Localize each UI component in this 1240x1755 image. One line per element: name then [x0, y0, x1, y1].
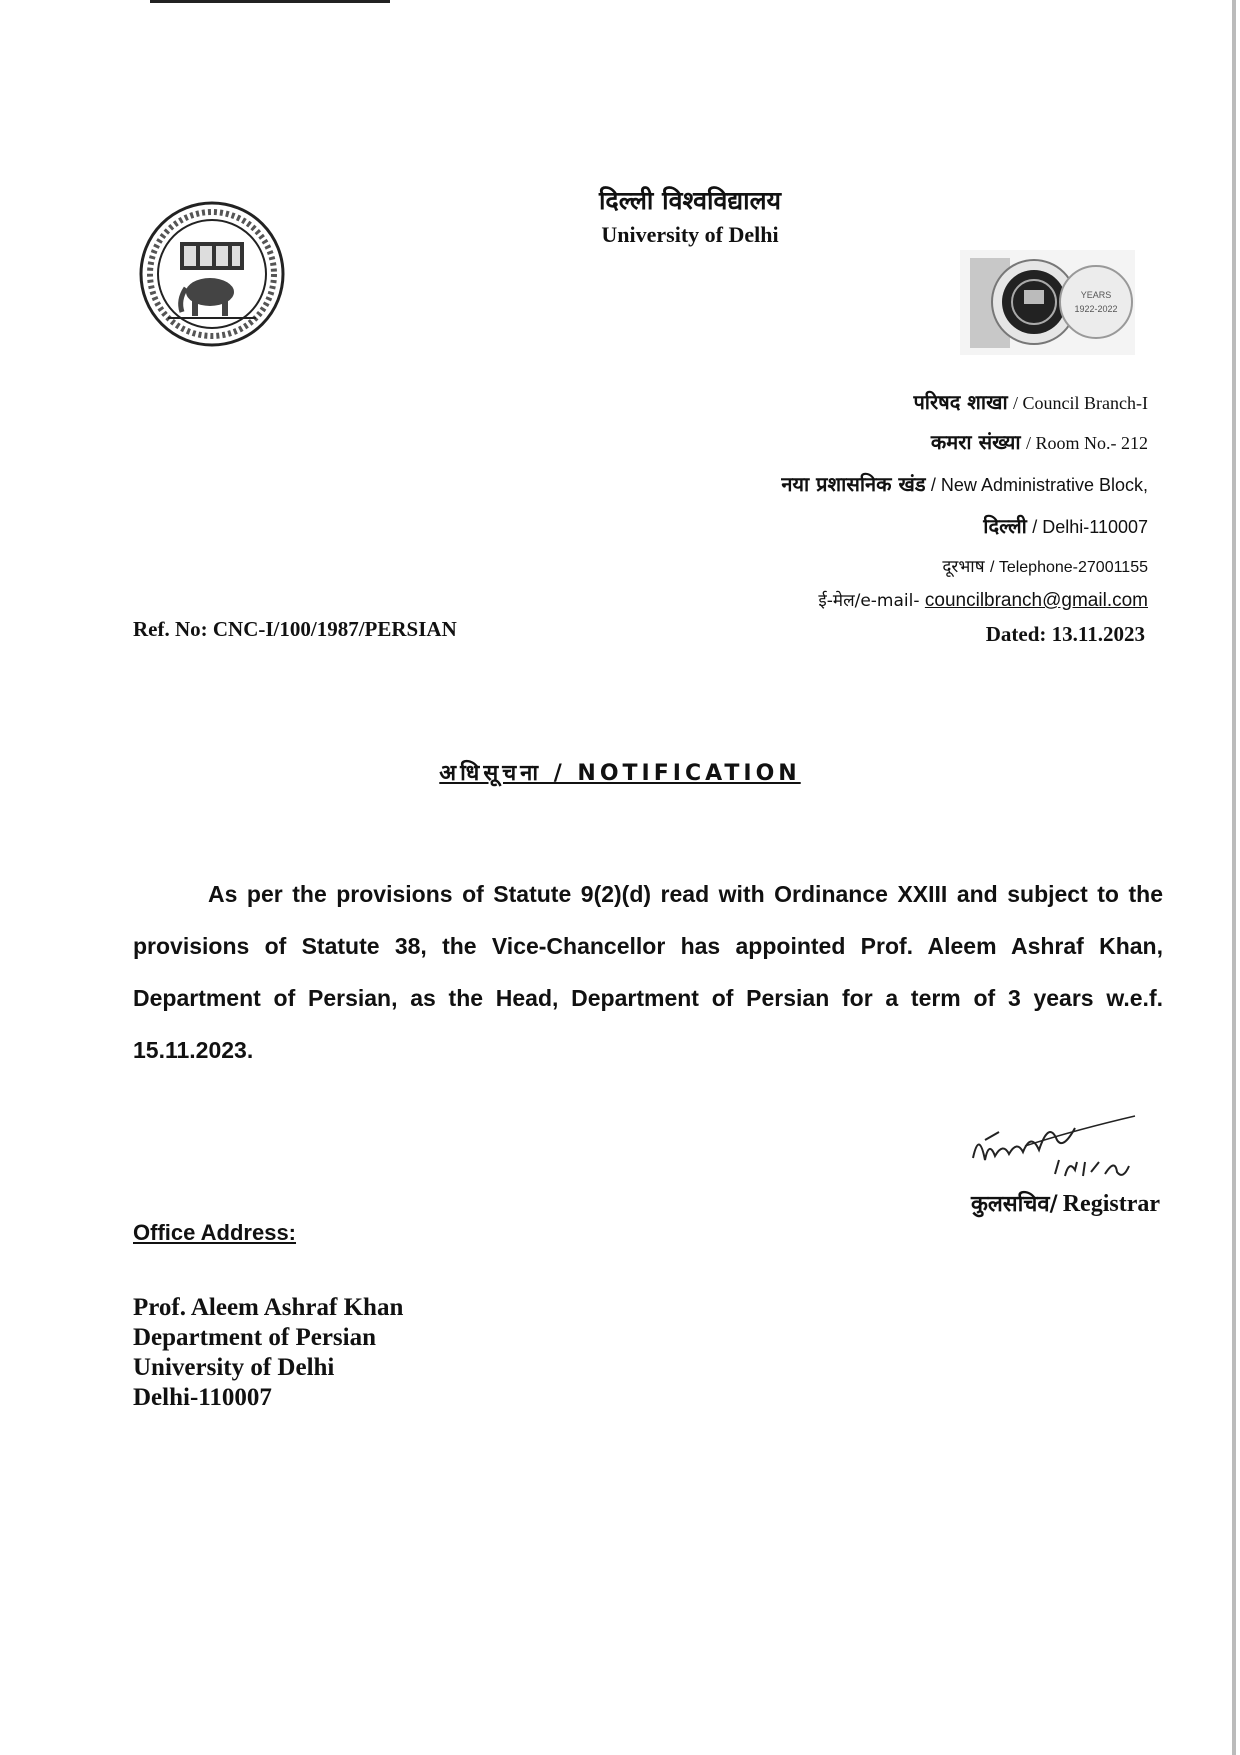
notification-body: As per the provisions of Statute 9(2)(d) read with Ordinance XXIII and subject to the provisions of Statute 38, the Vice-Chancellor has appointed Prof. Aleem Ashraf Khan, Department of Persian, as the Head, Department of Persian for a term of 3 years w.e.f. 15.11.2023.: [133, 881, 1163, 1063]
branch-hindi: परिषद शाखा: [913, 390, 1008, 414]
phone-english: / Telephone-27001155: [989, 559, 1148, 576]
room-english: / Room No.- 212: [1025, 433, 1148, 453]
office-line-name: Prof. Aleem Ashraf Khan: [133, 1294, 404, 1321]
document-date: Dated: 13.11.2023: [985, 622, 1145, 646]
city-hindi: दिल्ली: [983, 514, 1027, 538]
reference-number: Ref. No: CNC-I/100/1987/PERSIAN: [133, 617, 457, 641]
scan-edge-mark: [150, 0, 390, 3]
svg-text:YEARS: YEARS: [1080, 290, 1112, 300]
phone-hindi: दूरभाष: [942, 557, 985, 577]
branch-english: / Council Branch-I: [1013, 393, 1148, 413]
office-address-label: Office Address:: [133, 1220, 297, 1245]
address-room: [931, 428, 1148, 455]
registrar-title: [971, 1188, 1160, 1218]
centenary-emblem-logo: [960, 250, 1135, 355]
notification-heading-wrap: [0, 757, 1240, 787]
notification-heading: अधिसूचना / NOTIFICATION: [439, 761, 801, 786]
office-line-university: University of Delhi: [133, 1354, 335, 1381]
address-email: [818, 588, 1148, 612]
address-block: [781, 470, 1148, 497]
room-hindi: कमरा संख्या: [930, 430, 1021, 454]
svg-text:1922-2022: 1922-2022: [1074, 304, 1118, 314]
address-phone: [942, 554, 1148, 577]
university-name-english: University of Delhi: [601, 222, 779, 247]
email-link[interactable]: councilbranch@gmail.com: [924, 590, 1148, 611]
office-line-department: Department of Persian: [133, 1324, 376, 1351]
registrar-signature: [965, 1110, 1165, 1190]
address-branch: [913, 388, 1148, 415]
email-label: ई-मेल/e-mail-: [818, 591, 920, 611]
registrar-english: Registrar: [1062, 1191, 1160, 1217]
office-line-city: Delhi-110007: [133, 1384, 272, 1411]
university-name-hindi: दिल्ली विश्वविद्यालय: [598, 186, 782, 215]
university-seal-logo: [138, 200, 286, 348]
block-english: / New Administrative Block,: [930, 475, 1148, 495]
city-english: / Delhi-110007: [1032, 517, 1148, 537]
registrar-hindi: कुलसचिव/: [970, 1192, 1058, 1217]
scan-right-edge: [1232, 0, 1236, 1755]
block-hindi: नया प्रशासनिक खंड: [781, 472, 926, 496]
address-city: [983, 512, 1148, 539]
office-address-lines: [133, 1293, 403, 1413]
